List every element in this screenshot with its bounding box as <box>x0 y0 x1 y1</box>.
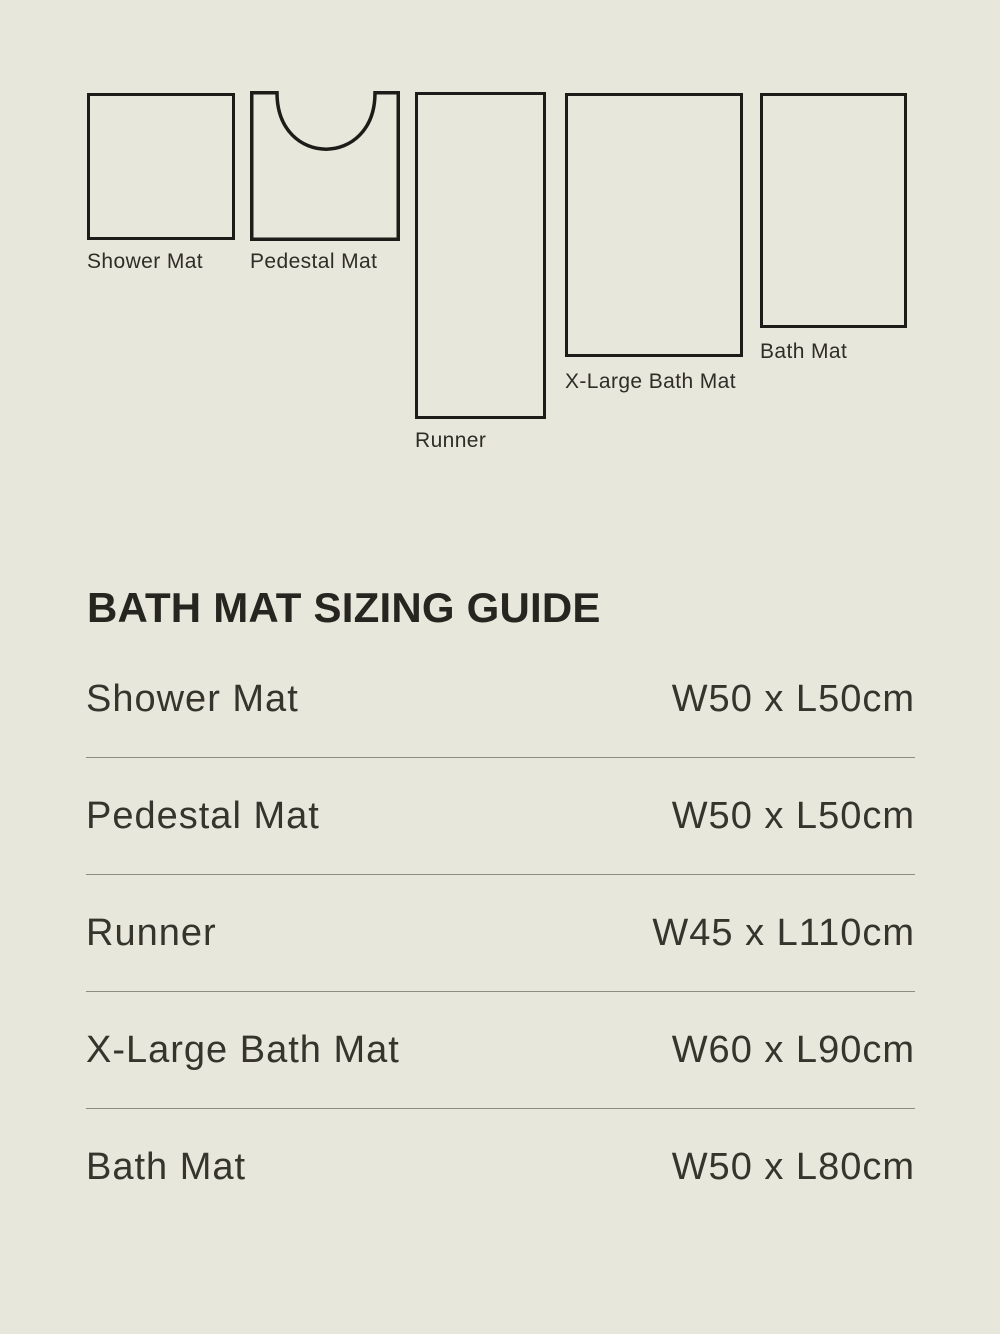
bath-mat-shape <box>760 93 907 328</box>
row-name: Bath Mat <box>86 1145 247 1188</box>
table-row-runner <box>86 875 915 992</box>
x-large-bath-mat-label: X-Large Bath Mat <box>565 370 736 393</box>
row-name: Shower Mat <box>86 677 299 720</box>
shower-mat-shape <box>87 93 235 240</box>
table-row-shower-mat <box>86 641 915 758</box>
row-size: W45 x L110cm <box>652 911 915 954</box>
pedestal-mat-label: Pedestal Mat <box>250 250 378 273</box>
bath-mat-label: Bath Mat <box>760 340 848 363</box>
row-name: Pedestal Mat <box>86 794 320 837</box>
table-row-pedestal-mat <box>86 758 915 875</box>
row-name: Runner <box>86 911 217 954</box>
table-row-x-large-bath-mat <box>86 992 915 1109</box>
row-size: W50 x L50cm <box>671 677 915 720</box>
runner-label: Runner <box>415 429 487 452</box>
pedestal-mat-shape <box>250 91 400 241</box>
table-row-bath-mat <box>86 1109 915 1225</box>
x-large-bath-mat-shape <box>565 93 743 357</box>
page-title: BATH MAT SIZING GUIDE <box>87 584 601 631</box>
sizing-table <box>86 641 915 1225</box>
runner-shape <box>415 92 546 419</box>
row-name: X-Large Bath Mat <box>86 1028 400 1071</box>
shower-mat-label: Shower Mat <box>87 250 204 273</box>
row-size: W50 x L50cm <box>671 794 915 837</box>
row-size: W60 x L90cm <box>671 1028 915 1071</box>
row-size: W50 x L80cm <box>671 1145 915 1188</box>
